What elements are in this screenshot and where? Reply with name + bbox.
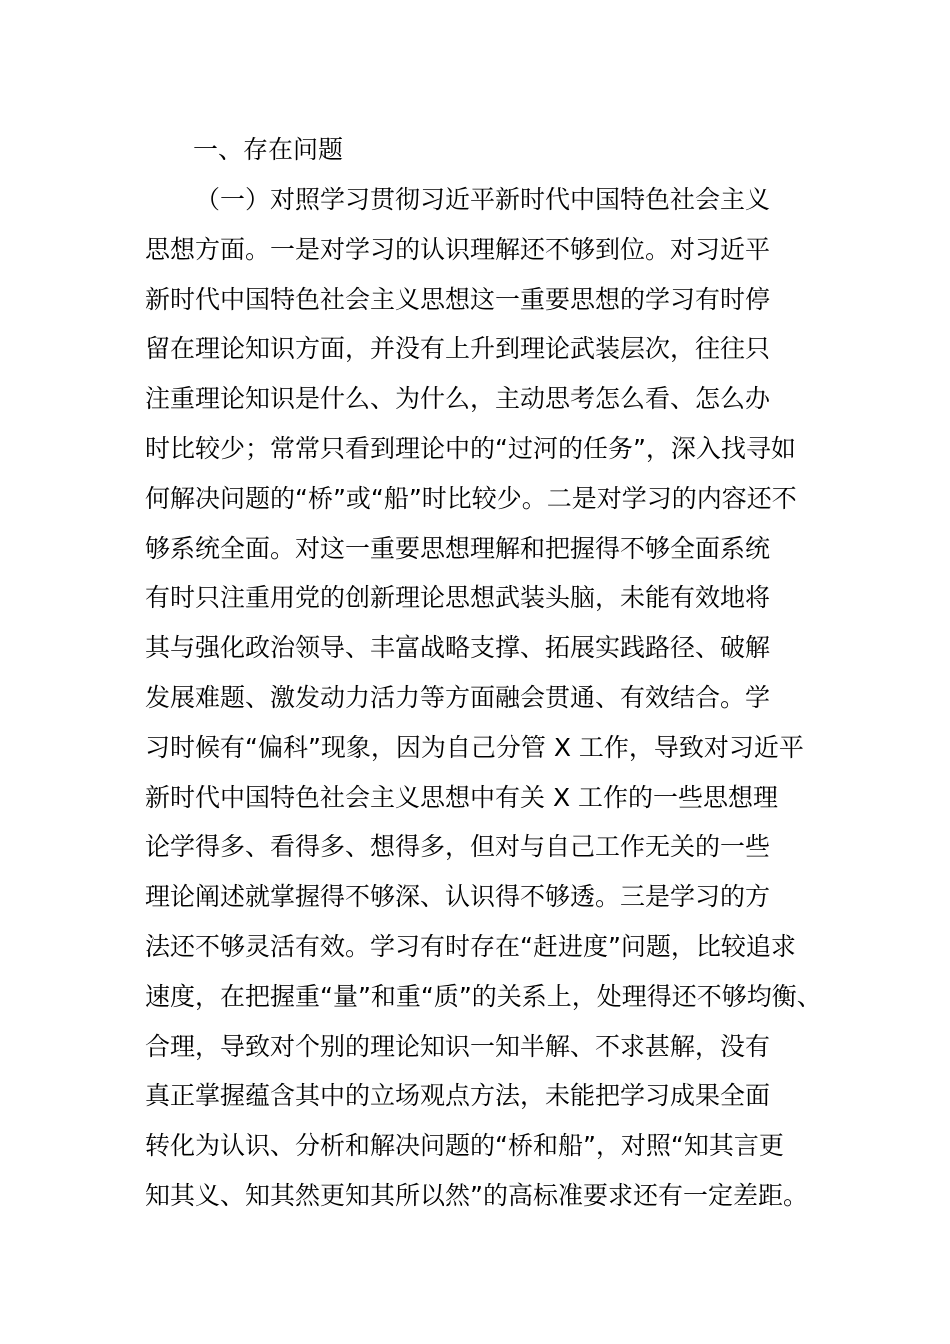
paragraph-line: 留在理论知识方面，并没有上升到理论武装层次，往往只 bbox=[145, 334, 771, 364]
paragraph-line: 时比较少；常常只看到理论中的“过河的任务”，深入找寻如 bbox=[145, 433, 796, 463]
paragraph-line: 合理，导致对个别的理论知识一知半解、不求甚解，没有 bbox=[145, 1031, 771, 1061]
section-heading: 一、存在问题 bbox=[193, 135, 344, 164]
paragraph-line: 够系统全面。对这一重要思想理解和把握得不够全面系统 bbox=[145, 533, 771, 563]
paragraph-line: 何解决问题的“桥”或“船”时比较少。二是对学习的内容还不 bbox=[145, 483, 797, 513]
paragraph-line: 知其义、知其然更知其所以然”的高标准要求还有一定差距。 bbox=[145, 1180, 808, 1210]
paragraph-line: 转化为认识、分析和解决问题的“桥和船”，对照“知其言更 bbox=[145, 1131, 784, 1161]
paragraph-line: 发展难题、激发动力活力等方面融会贯通、有效结合。学 bbox=[145, 682, 771, 712]
paragraph-line: （一）对照学习贯彻习近平新时代中国特色社会主义 bbox=[195, 185, 771, 214]
paragraph-line: 真正掌握蕴含其中的立场观点方法，未能把学习成果全面 bbox=[145, 1081, 771, 1111]
paragraph-line: 论学得多、看得多、想得多，但对与自己工作无关的一些 bbox=[145, 832, 771, 862]
paragraph-line: 理论阐述就掌握得不够深、认识得不够透。三是学习的方 bbox=[145, 882, 771, 912]
paragraph-line: 法还不够灵活有效。学习有时存在“赶进度”问题，比较追求 bbox=[145, 931, 796, 961]
paragraph-line: 有时只注重用党的创新理论思想武装头脑，未能有效地将 bbox=[145, 583, 771, 613]
paragraph-line: 注重理论知识是什么、为什么，主动思考怎么看、怎么办 bbox=[145, 384, 771, 414]
paragraph-line: 其与强化政治领导、丰富战略支撑、拓展实践路径、破解 bbox=[145, 633, 771, 663]
paragraph-line: 新时代中国特色社会主义思想这一重要思想的学习有时停 bbox=[145, 284, 771, 314]
paragraph-line: 习时候有“偏科”现象，因为自己分管 X 工作，导致对习近平 bbox=[145, 732, 804, 762]
body-paragraph bbox=[145, 180, 825, 1226]
paragraph-line: 速度，在把握重“量”和重“质”的关系上，处理得还不够均衡、 bbox=[145, 981, 822, 1011]
paragraph-line: 新时代中国特色社会主义思想中有关 X 工作的一些思想理 bbox=[145, 782, 779, 812]
paragraph-line: 思想方面。一是对学习的认识理解还不够到位。对习近平 bbox=[145, 234, 771, 264]
